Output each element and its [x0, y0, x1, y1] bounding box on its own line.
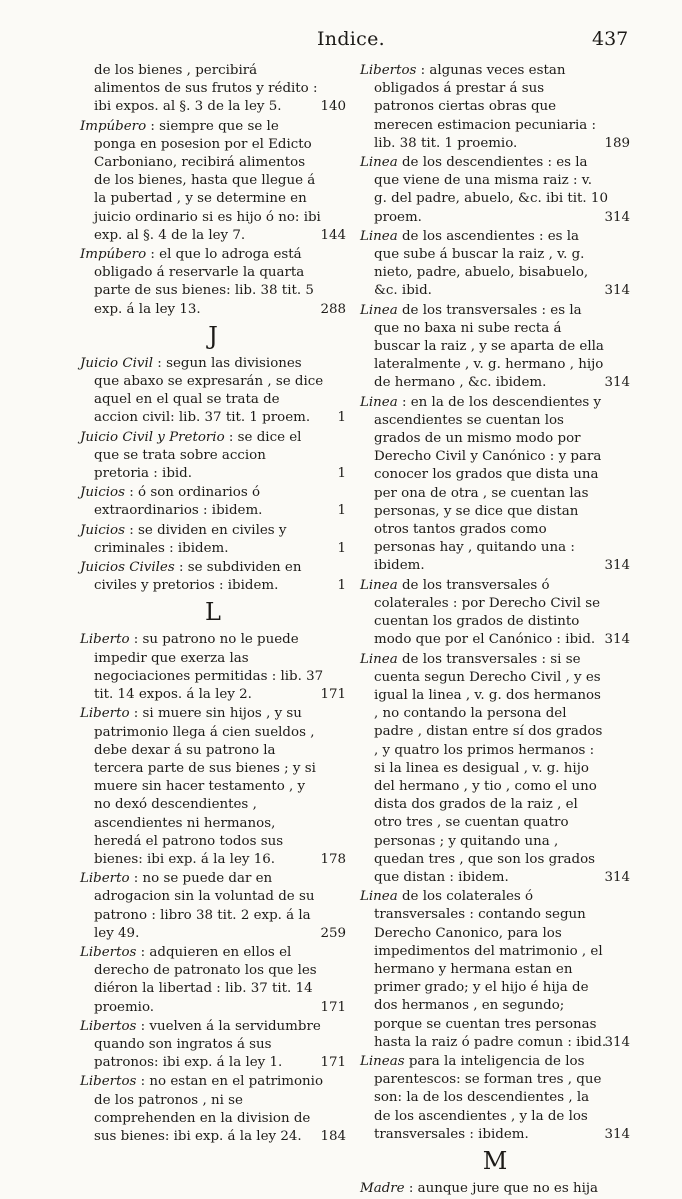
entry-text: de los ascendientes : es la que sube á buscar la raiz , v. g. nieto, padre, abuelo, bisabuelo, &c. ibid.: [374, 228, 589, 299]
index-entry: [360, 394, 630, 576]
entries-l-continued: [360, 62, 630, 1144]
entry-headword: Libertos: [80, 1074, 137, 1090]
section-letter-m: M: [482, 1146, 508, 1175]
entry-page-number: 314: [604, 209, 630, 225]
entry-text: de los bienes , percibirá alimentos de sus frutos y rédito : ibi expos. al §. 3 de la ley 5.: [94, 63, 318, 115]
right-column: [360, 62, 630, 1199]
entry-headword: Libertos: [80, 1018, 137, 1034]
entry-text: : el que lo adroga está obligado á reservarle la quarta parte de sus bienes: lib. 38 tit. 5 exp. á la ley 13.: [94, 247, 314, 317]
index-entry: [80, 631, 346, 704]
entry-headword: Liberto: [80, 632, 130, 648]
entry-page-number: 314: [604, 869, 630, 885]
entries-i-continued: [80, 62, 346, 319]
entry-headword: Juicio Civil: [80, 355, 154, 371]
entry-page-number: 1: [337, 410, 346, 426]
entry-headword: Linea: [360, 889, 398, 905]
index-entry: [80, 429, 346, 484]
entry-text: : no estan en el patrimonio de los patronos , ni se comprehenden en la division de sus bienes: ibi exp. á la ley 24.: [94, 1074, 324, 1144]
running-title: Indice.: [317, 28, 386, 50]
entry-headword: Linea: [360, 228, 398, 244]
entry-text: de los transversales : si se cuenta segun Derecho Civil , y es igual la linea , v. g. dos hermanos , no contando la persona del padre , distan entre sí dos grados , y quatro los primos hermanos : si la linea es desigual , v. g. hijo del hermano , y tio , como el uno dista dos grados de la raiz , el otro tres , se cuentan quatro personas ; y quitando una , quedan tres , que son los grados que distan : ibidem.: [374, 651, 603, 885]
entry-page-number: 1: [337, 466, 346, 482]
entry-text: : se dice el que se trata sobre accion pretoria : ibid.: [94, 429, 302, 482]
entry-text: : se subdividen en civiles y pretorios : ibidem.: [94, 560, 302, 594]
entry-text: de los descendientes : es la que viene de una misma raiz : v. g. del padre, abuelo, &c. ibi tit. 10 proem.: [374, 155, 608, 225]
page-header: [0, 28, 682, 52]
entry-headword: Madre: [360, 1180, 405, 1196]
section-letter-l: L: [205, 598, 221, 627]
entry-text: : se dividen en civiles y criminales : ibidem.: [94, 522, 287, 556]
index-entry: [80, 870, 346, 943]
index-entry: [80, 944, 346, 1017]
entry-page-number: 171: [320, 999, 346, 1015]
entry-headword: Linea: [360, 155, 398, 171]
entry-page-number: 144: [320, 227, 346, 243]
index-entry: [80, 62, 346, 117]
entry-page-number: 314: [604, 375, 630, 391]
entry-text: : segun las divisiones que abaxo se expresarán , se dice aquel en el qual se trata de accion civil: lib. 37 tit. 1 proem.: [94, 355, 324, 426]
section-letter-j: J: [208, 321, 218, 350]
left-column: [80, 62, 346, 1147]
entry-headword: Libertos: [80, 944, 137, 960]
entry-page-number: 171: [320, 687, 346, 703]
index-entry: [360, 1180, 630, 1198]
entry-text: : algunas veces estan obligados á prestar á sus patronos ciertas obras que merecen estimacion pecuniaria : lib. 38 tit. 1 proemio.: [374, 63, 597, 151]
entry-headword: Juicio Civil y Pretorio: [80, 429, 225, 445]
entry-headword: Linea: [360, 651, 398, 667]
entries-j: [80, 355, 346, 596]
entry-page-number: 171: [320, 1055, 346, 1071]
entry-text: : siempre que se le ponga en posesion por el Edicto Carboniano, recibirá alimentos de los bienes, hasta que llegue á la pubertad , y se determine en juicio ordinario si es hijo ó no: ibi exp. al §. 4 de la ley 7.: [94, 118, 321, 243]
entry-headword: Impúbero: [80, 118, 147, 134]
index-entry: [80, 559, 346, 595]
entries-m: [360, 1180, 630, 1198]
index-entry: [360, 1053, 630, 1144]
entry-headword: Linea: [360, 577, 398, 593]
entry-text: de los transversales : es la que no baxa ni sube recta á buscar la raiz , y se aparta de ella lateralmente , v. g. hermano , hijo de hermano , &c. ibidem.: [374, 302, 604, 391]
index-entry: [360, 577, 630, 650]
entry-page-number: 140: [320, 99, 346, 115]
entry-text: de los colaterales ó transversales : contando segun Derecho Canonico, para los impedimentos del matrimonio , el hermano y hermana estan en primer grado; y el hijo é hija de dos hermanos , en segundo; porque se cuentan tres personas hasta la raiz ó padre comun : ibid.: [374, 889, 607, 1050]
index-entry: [360, 888, 630, 1052]
entry-headword: Impúbero: [80, 247, 147, 263]
entry-page-number: 189: [604, 135, 630, 151]
entry-headword: Juicios: [80, 522, 125, 538]
entry-headword: Linea: [360, 302, 398, 318]
entry-headword: Liberto: [80, 706, 130, 722]
entry-page-number: 1: [337, 578, 346, 594]
entry-text: : aunque jure que no es hija: [404, 1180, 598, 1196]
entry-page-number: 1: [337, 503, 346, 519]
entry-text: : vuelven á la servidumbre quando son ingratos á sus patronos: ibi exp. á la ley 1.: [94, 1018, 321, 1071]
entry-page-number: 259: [320, 925, 346, 941]
index-entry: [360, 651, 630, 888]
entry-page-number: 314: [604, 283, 630, 299]
entry-page-number: 1: [337, 540, 346, 556]
entry-page-number: 178: [320, 851, 346, 867]
index-entry: [360, 62, 630, 153]
index-entry: [80, 484, 346, 520]
entry-headword: Libertos: [360, 63, 417, 78]
entry-page-number: 314: [604, 1034, 630, 1050]
index-entry: [80, 705, 346, 869]
entry-text: : adquieren en ellos el derecho de patronato los que les diéron la libertad : lib. 37 tit. 14 proemio.: [94, 944, 317, 1015]
page-number: 437: [592, 28, 629, 50]
entry-headword: Linea: [360, 394, 398, 410]
entry-page-number: 314: [604, 1126, 630, 1142]
entry-headword: Juicios Civiles: [80, 560, 175, 576]
index-entry: [80, 246, 346, 319]
index-entry: [360, 154, 630, 227]
entry-text: : no se puede dar en adrogacion sin la voluntad de su patrono : libro 38 tit. 2 exp. á la ley 49.: [94, 871, 315, 941]
entry-page-number: 288: [320, 301, 346, 317]
entry-headword: Liberto: [80, 871, 130, 887]
entry-text: de los transversales ó colaterales : por Derecho Civil se cuentan los grados de distinto modo que por el Canónico : ibid.: [374, 577, 601, 648]
entry-text: para la inteligencia de los parentescos: se forman tres , que son: la de los descendientes , la de los ascendientes , y la de los transversales : ibidem.: [374, 1053, 602, 1142]
entry-headword: Juicios: [80, 485, 125, 501]
entry-text: : en la de los descendientes y ascendientes se cuentan los grados de un mismo modo por Derecho Civil y Canónico : y para conocer los grados que dista una per ona de otra , se cuentan las personas, y se dice que distan otros tantos grados como personas hay , quitando una : ibidem.: [374, 394, 602, 574]
entry-page-number: 184: [320, 1128, 346, 1144]
index-entry: [80, 118, 346, 245]
index-entry: [80, 1073, 346, 1146]
index-entry: [360, 302, 630, 393]
index-entry: [360, 228, 630, 301]
entry-text: : su patrono no le puede impedir que exerza las negociaciones permitidas : lib. 37 tit. 14 expos. á la ley 2.: [94, 632, 324, 703]
entry-headword: Lineas: [360, 1053, 405, 1069]
entry-text: : ó son ordinarios ó extraordinarios : ibidem.: [94, 485, 263, 519]
entry-page-number: 314: [604, 632, 630, 648]
entry-page-number: 314: [604, 558, 630, 574]
entries-l: [80, 631, 346, 1146]
index-entry: [80, 522, 346, 558]
entry-text: : si muere sin hijos , y su patrimonio llega á cien sueldos , debe dexar á su patrono la tercera parte de sus bienes ; y si muere sin hacer testamento , y no dexó descendientes , ascendientes ni hermanos, heredá el patrono todos sus bienes: ibi exp. á la ley 16.: [94, 706, 316, 867]
index-entry: [80, 1018, 346, 1073]
index-entry: [80, 355, 346, 428]
